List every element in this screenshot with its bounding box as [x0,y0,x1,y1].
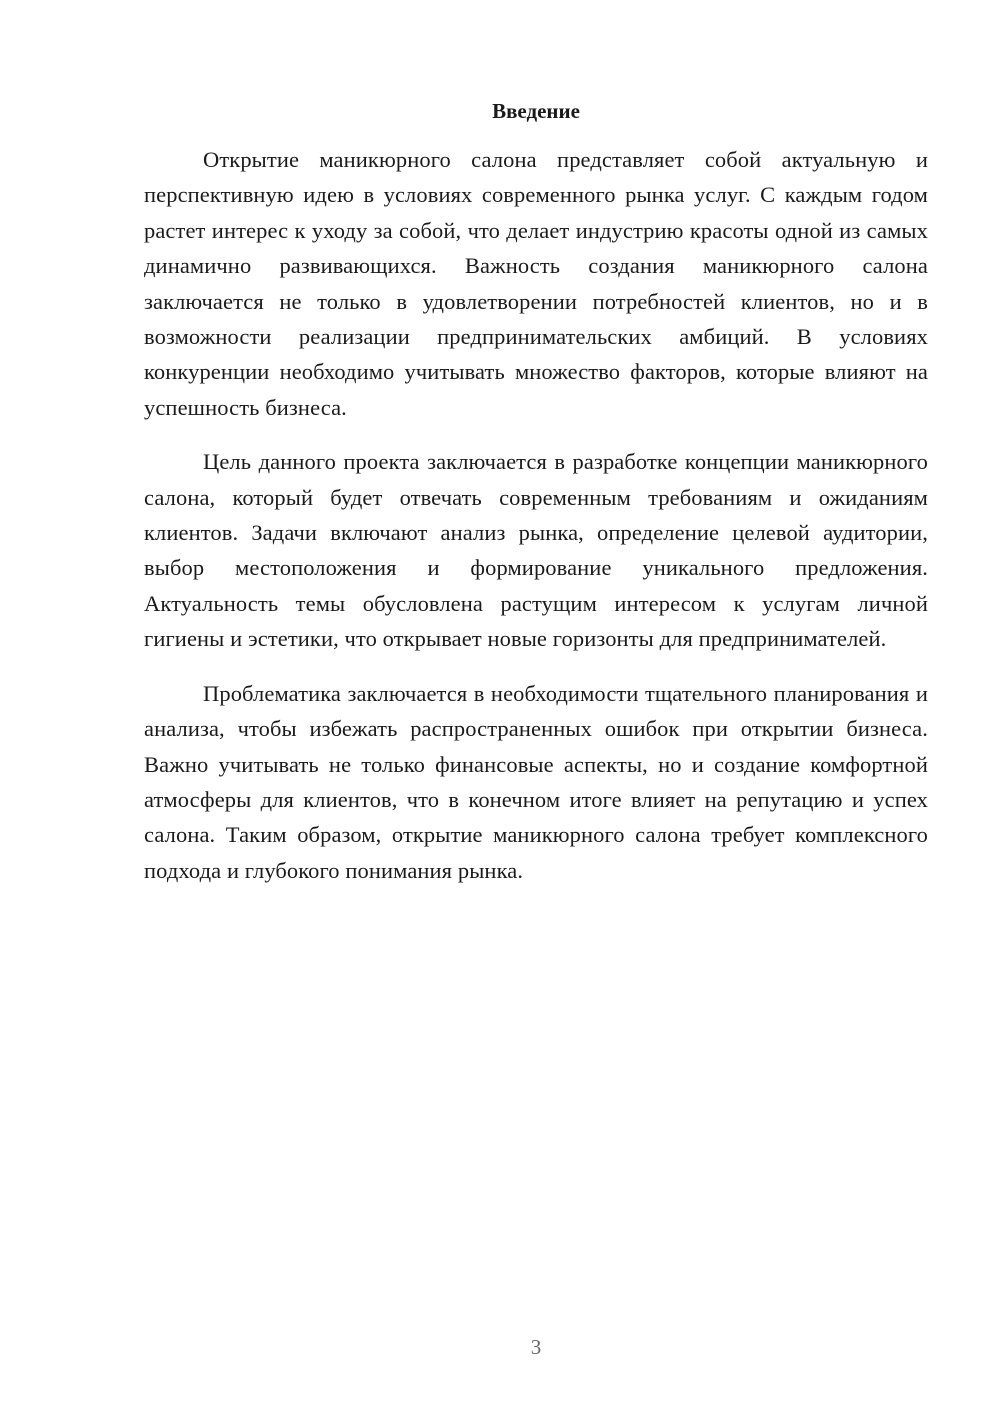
paragraph-introduction: Открытие маникюрного салона представляет собой актуальную и перспективную идею в условиях современного рынка услуг. С каждым годом растет интерес к уходу за собой, что делает индустрию красоты одной из самых динамично развивающихся. Важность создания маникюрного салона заключается не только в удовлетворении потребностей клиентов, но и в возможности реализации предпринимательских амбиций. В условиях конкуренции необходимо учитывать множество факторов, которые влияют на успешность бизнеса. [144,147,928,420]
paragraph-problem: Проблематика заключается в необходимости тщательного планирования и анализа, чтобы избежать распространенных ошибок при открытии бизнеса. Важно учитывать не только финансовые аспекты, но и создание комфортной атмосферы для клиентов, что в конечном итоге влияет на репутацию и успех салона. Таким образом, открытие маникюрного салона требует комплексного подхода и глубокого понимания рынка. [144,680,928,883]
paragraph-goal: Цель данного проекта заключается в разработке концепции маникюрного салона, который будет отвечать современным требованиям и ожиданиям клиентов. Задачи включают анализ рынка, определение целевой аудитории, выбор местоположения и формирование уникального предложения. Актуальность темы обусловлена растущим интересом к услугам личной гигиены и эстетики, что открывает новые горизонты для предпринимателей. [144,449,928,652]
section-heading: Введение [492,99,580,123]
body-text [144,142,928,907]
page-number: 3 [530,1335,542,1359]
